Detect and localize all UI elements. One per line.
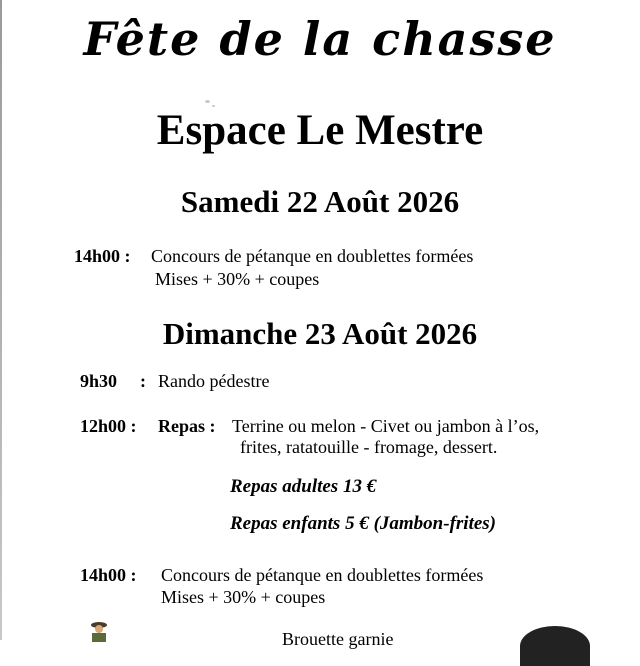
sunday-heading: Dimanche 23 Août 2026	[162, 316, 478, 351]
repas-time: 12h00 :	[80, 416, 137, 436]
sunday-petanque-time: 14h00 :	[80, 565, 137, 585]
rando-separator: :	[140, 371, 146, 391]
rando-time: 9h30	[80, 371, 118, 391]
saturday-event-detail: Mises + 30% + coupes	[155, 269, 320, 289]
rando-text: Rando pédestre	[158, 371, 270, 391]
sunday-petanque-detail: Mises + 30% + coupes	[161, 587, 326, 607]
hunter-icon	[84, 620, 114, 642]
poster-title: Fête de la chasse	[83, 12, 557, 66]
price-children: Repas enfants 5 € (Jambon-frites)	[230, 513, 496, 534]
venue-name: Espace Le Mestre	[156, 107, 484, 154]
scan-speck	[205, 100, 210, 103]
repas-menu-line2: frites, ratatouille - fromage, dessert.	[240, 437, 498, 457]
repas-menu-line1: Terrine ou melon - Civet ou jambon à l’os,	[232, 416, 540, 436]
footer-partial-text: Brouette garnie	[282, 629, 394, 649]
saturday-event-time: 14h00 :	[74, 246, 131, 266]
dog-icon	[520, 626, 590, 666]
saturday-heading: Samedi 22 Août 2026	[180, 184, 460, 219]
sunday-petanque-text: Concours de pétanque en doublettes formées	[161, 565, 484, 585]
repas-label: Repas :	[158, 416, 216, 436]
saturday-event-text: Concours de pétanque en doublettes formées	[151, 246, 474, 266]
price-adults: Repas adultes 13 €	[230, 476, 377, 497]
